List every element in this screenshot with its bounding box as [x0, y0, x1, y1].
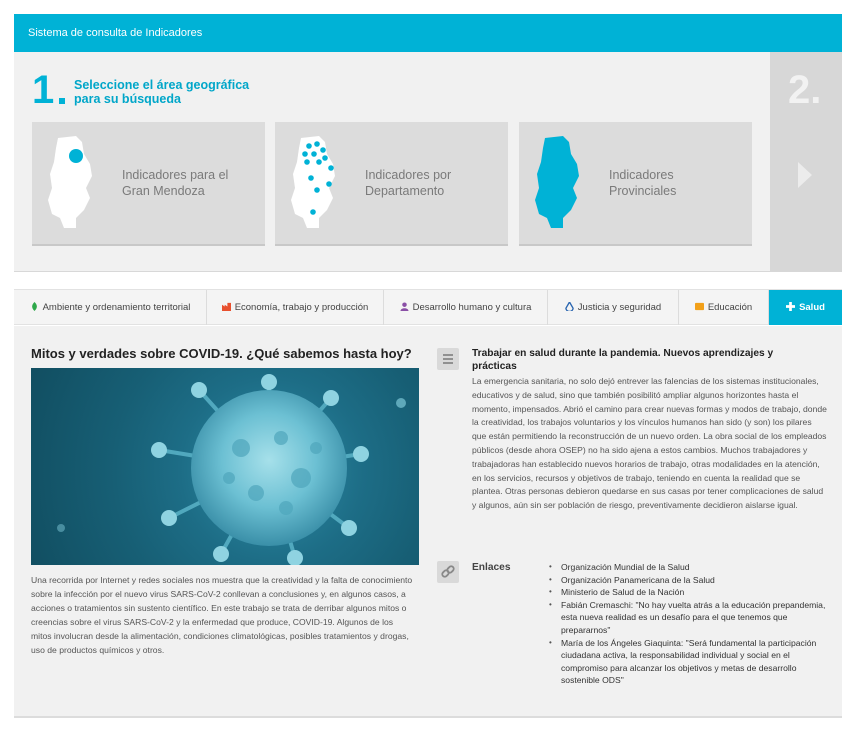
geo-card-departamento[interactable] — [275, 122, 508, 246]
link-item[interactable]: • Fabián Cremaschi: "No hay vuelta atrás a la educación prepandemia, esta nueva realidad es un desafío para el que tenemos que prepararnos" — [547, 599, 832, 637]
content-panel — [14, 326, 842, 718]
link-chain-icon — [437, 561, 459, 583]
geo-card-gran-mendoza[interactable] — [32, 122, 265, 246]
geo-card-label: Indicadores Provinciales — [609, 168, 677, 198]
tab-educacion[interactable] — [679, 290, 769, 325]
tab-salud[interactable] — [769, 290, 842, 325]
tab-economia[interactable] — [207, 290, 384, 325]
app-title: Sistema de consulta de Indicadores — [28, 27, 203, 39]
geo-card-label: Indicadores para el Gran Mendoza — [122, 168, 229, 198]
geo-selection-panel — [14, 52, 842, 272]
category-tabs — [14, 289, 842, 325]
geo-card-label: Indicadores por Departamento — [365, 168, 452, 198]
mendoza-map-provincial-icon — [533, 134, 589, 230]
step-number: 1 — [32, 68, 55, 112]
tab-justicia[interactable] — [548, 290, 679, 325]
factory-icon — [222, 302, 231, 311]
chevron-right-icon[interactable] — [798, 162, 812, 188]
tab-label: Economía, trabajo y producción — [234, 302, 369, 313]
step-number-dot — [59, 98, 65, 104]
mendoza-map-departamentos-icon — [289, 134, 345, 230]
step-title: Seleccione el área geográfica para su búsqueda — [74, 78, 250, 106]
step-2-number: 2. — [788, 68, 822, 112]
tab-label: Justicia y seguridad — [577, 302, 662, 313]
article-text-left: Una recorrida por Internet y redes sociales nos muestra que la creatividad y la falta de conocimiento sobre la infección por el nuevo virus SARS-CoV-2 conllevan a conclusiones y, en algunos casos, a acciones o tratamientos sin sustento científico. En este trabajo se trata de derribar algunos mitos o creencias sobre el virus SARS-CoV-2 y la enfermedad que produce, COVID-19. Algunos de los mitos involucran desde la alimentación, condiciones climatológicas, posibles tratamientos y drogas, uso de productos químicos y otros. — [31, 575, 413, 655]
tab-ambiente[interactable] — [14, 290, 207, 325]
link-item[interactable]: • Organización Panamericana de la Salud — [547, 574, 832, 587]
links-label: Enlaces — [472, 562, 511, 573]
link-item[interactable]: • Ministerio de Salud de la Nación — [547, 586, 832, 599]
coronavirus-illustration — [31, 368, 419, 565]
article-text-right: La emergencia sanitaria, no solo dejó entrever las falencias de los sistemas institucionales, educativos y de salud, sino que también posibilitó ampliar algunos horizontes hasta el momento, impensados. Abrió el camino para crear nuevas formas y modos de trabajo, donde la creatividad, los trabajos voluntarios y los vínculos humanos han sido (y son) los pilares que están permitiendo la reconstrucción de un nuevo orden. La obra social de los empleados públicos (desde ahora OSEP) no ha sido ajena a estos cambios. Muchos trabajadores y trabajadoras han establecido nuevos horarios de trabajo, otras modalidades en la atención, en los servicios, recursos y objetivos de trabajo, teniendo en cuenta la realidad que se plantea. Otras personas debieron quedarse en sus casas por tener complicaciones de salud y algunos, aún sin ser población de riesgo, preventivamente decidieron aislarse igual. — [472, 376, 827, 511]
tab-desarrollo-humano[interactable] — [384, 290, 548, 325]
step-2-panel[interactable] — [770, 52, 842, 272]
links-list — [547, 561, 832, 687]
menu-lines-icon — [437, 348, 459, 370]
drop-icon — [565, 302, 574, 311]
article-title-right[interactable]: Trabajar en salud durante la pandemia. Nuevos aprendizajes y prácticas — [472, 348, 774, 372]
book-icon — [695, 302, 704, 311]
tab-label: Educación — [707, 302, 753, 313]
geo-card-provincial[interactable] — [519, 122, 752, 246]
mendoza-map-gran-mendoza-icon — [46, 134, 102, 230]
link-item[interactable]: • Organización Mundial de la Salud — [547, 561, 832, 574]
coronavirus-image[interactable] — [31, 368, 419, 565]
tab-label: Salud — [799, 302, 825, 313]
tab-label: Desarrollo humano y cultura — [412, 302, 532, 313]
plus-icon — [786, 302, 795, 311]
tab-label: Ambiente y ordenamiento territorial — [42, 302, 191, 313]
app-header — [14, 14, 842, 52]
person-icon — [400, 302, 409, 311]
article-title-left[interactable]: Mitos y verdades sobre COVID-19. ¿Qué sabemos hasta hoy? — [31, 346, 412, 361]
leaf-icon — [30, 302, 39, 311]
link-item[interactable]: • María de los Ángeles Giaquinta: "Será fundamental la participación ciudadana activa, la responsabilidad individual y social en el compromiso para alcanzar los objetivos y metas de desarrollo sostenible ODS" — [547, 637, 832, 687]
